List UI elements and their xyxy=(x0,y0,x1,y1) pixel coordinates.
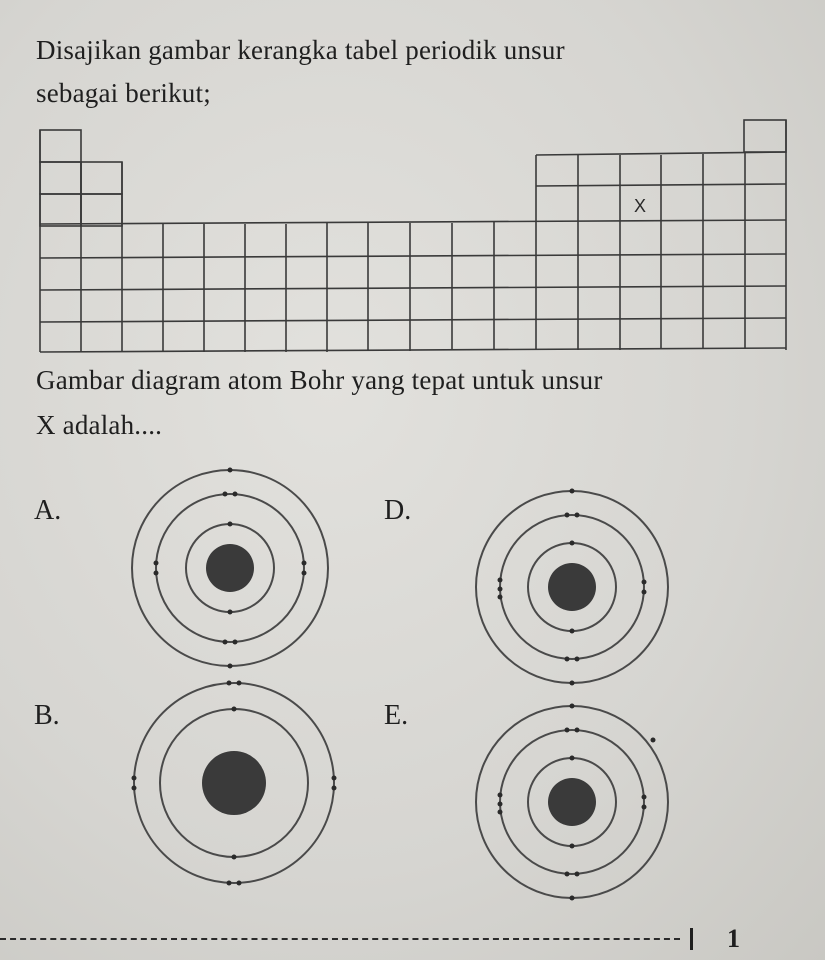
table-cell-group1-period1 xyxy=(40,130,81,162)
footer-separator-bar xyxy=(690,928,693,950)
footer-divider xyxy=(0,938,680,940)
table-cell-group18-period1 xyxy=(744,120,786,152)
prompt-text-line-2: X adalah.... xyxy=(36,410,163,440)
option-a-label[interactable]: A. xyxy=(34,495,62,526)
prompt-text-line-1: Gambar diagram atom Bohr yang tepat untuk unsur xyxy=(36,365,603,395)
page-number: 1 xyxy=(727,924,740,953)
periodic-table-skeleton xyxy=(0,0,825,360)
marked-element-label: X xyxy=(634,196,647,216)
intro-text-line-2: sebagai berikut; xyxy=(36,78,211,108)
option-d-label[interactable]: D. xyxy=(384,495,412,526)
intro-text-line-1: Disajikan gambar kerangka tabel periodik unsur xyxy=(36,35,565,65)
option-e-label[interactable]: E. xyxy=(384,700,409,731)
option-b-label[interactable]: B. xyxy=(34,700,60,731)
